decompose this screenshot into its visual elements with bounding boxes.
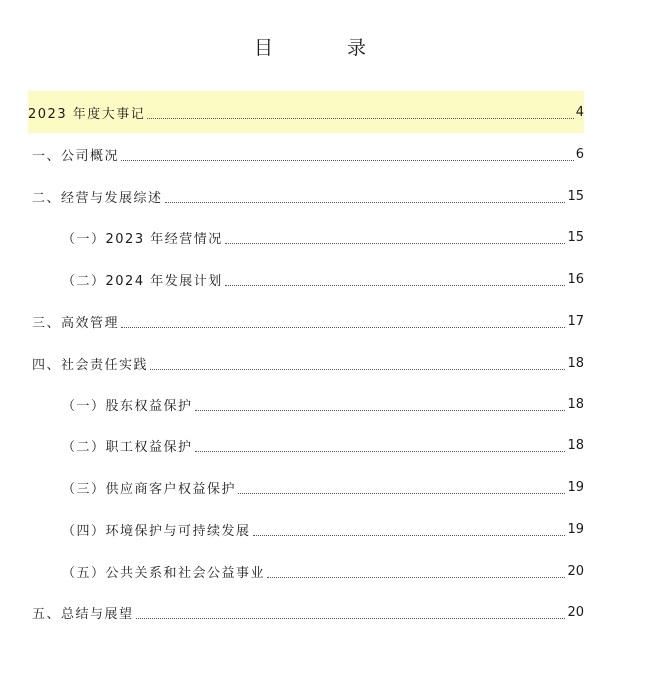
toc-entry[interactable] [32,342,584,384]
toc-entry-page: 18 [567,437,584,453]
toc-entry-page: 20 [567,604,584,620]
toc-entry-label: （一）股东权益保护 [62,398,193,414]
toc-leader [225,285,566,286]
toc-entry-label: 三、高效管理 [32,315,120,331]
toc-entry-label: （五）公共关系和社会公益事业 [62,565,266,581]
toc-entry-label: （二）2024 年发展计划 [62,273,223,289]
toc-entry[interactable] [62,216,584,258]
toc-entry[interactable] [62,466,584,508]
toc-entry-page: 15 [567,188,584,204]
toc-entry[interactable] [62,383,584,425]
toc-leader [165,202,566,203]
toc-entry-page: 4 [575,104,584,120]
toc-entry-page: 19 [567,479,584,495]
toc-entry-page: 18 [567,396,584,412]
toc-leader [225,243,566,244]
toc-entry-page: 16 [567,271,584,287]
toc-leader [121,327,565,328]
toc-entry[interactable] [62,258,584,300]
toc-entry-label: 四、社会责任实践 [32,357,149,373]
toc-entry[interactable] [32,591,584,633]
toc-entry-page: 19 [567,521,584,537]
toc-entry-page: 15 [567,229,584,245]
toc-leader [195,410,566,411]
toc-entry[interactable] [62,508,584,550]
toc-entry-label: （二）职工权益保护 [62,439,193,455]
toc-entry-page: 6 [575,146,584,162]
toc-leader [136,618,566,619]
toc-entry-label: 二、经营与发展综述 [32,190,163,206]
toc-entry-label: 五、总结与展望 [32,606,134,622]
toc-leader [253,535,566,536]
toc-entry[interactable] [32,300,584,342]
toc-leader [147,118,574,119]
toc-entry[interactable] [62,550,584,592]
toc-entry[interactable] [32,133,584,175]
toc-leader [121,160,574,161]
toc-leader [150,369,565,370]
toc-entry-label: 2023 年度大事记 [28,106,146,122]
toc-entry[interactable] [32,175,584,217]
toc-entry-page: 20 [567,563,584,579]
toc-leader [267,577,565,578]
toc-leader [195,451,566,452]
toc-entry-page: 17 [567,313,584,329]
toc-leader [238,493,565,494]
toc-entry-label: （三）供应商客户权益保护 [62,481,237,497]
toc-entry-label: （一）2023 年经营情况 [62,231,223,247]
toc-entry[interactable] [62,424,584,466]
page-title: 目 录 [253,37,401,59]
toc-entry-label: 一、公司概况 [32,148,120,164]
toc-entry-page: 18 [567,355,584,371]
toc-entry-label: （四）环境保护与可持续发展 [62,523,251,539]
toc-entry[interactable] [28,91,584,133]
